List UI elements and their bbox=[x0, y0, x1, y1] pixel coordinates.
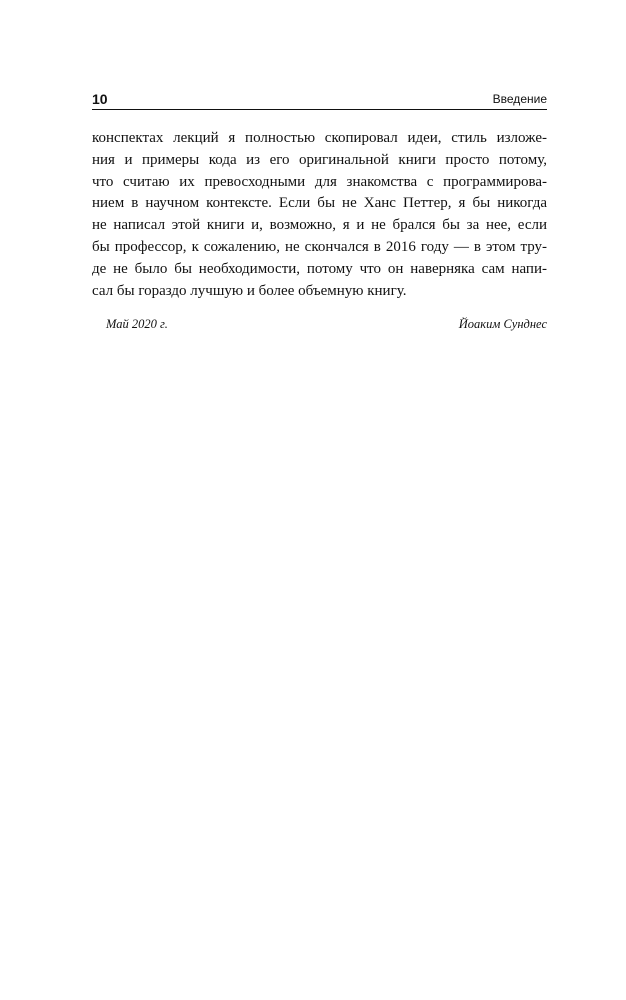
signature-author: Йоаким Сунднес bbox=[458, 317, 547, 331]
text-line: ния и примеры кода из его оригинальной книги просто потому, bbox=[92, 151, 547, 168]
text-line: конспектах лекций я полностью скопировал идеи, стиль изложе- bbox=[92, 130, 547, 146]
book-page bbox=[92, 0, 547, 1000]
text-line: нием в научном контексте. Если бы не Ханс Петтер, я бы никогда bbox=[92, 195, 547, 212]
section-title: Введение bbox=[492, 92, 547, 106]
signature-date: Май 2020 г. bbox=[106, 317, 168, 331]
body-paragraph bbox=[92, 128, 547, 302]
text-line: не написал этой книги и, возможно, я и не брался бы за нее, если bbox=[92, 217, 547, 234]
text-line: сал бы гораздо лучшую и более объемную книгу. bbox=[92, 282, 407, 299]
signature-block bbox=[92, 315, 547, 333]
page-number: 10 bbox=[92, 91, 108, 107]
text-line: что считаю их превосходными для знакомства с программирова- bbox=[92, 173, 547, 190]
running-header bbox=[92, 91, 547, 110]
text-line: бы профессор, к сожалению, не скончался в 2016 году — в этом тру- bbox=[92, 238, 547, 255]
text-line: де не было бы необходимости, потому что он наверняка сам напи- bbox=[92, 260, 547, 277]
